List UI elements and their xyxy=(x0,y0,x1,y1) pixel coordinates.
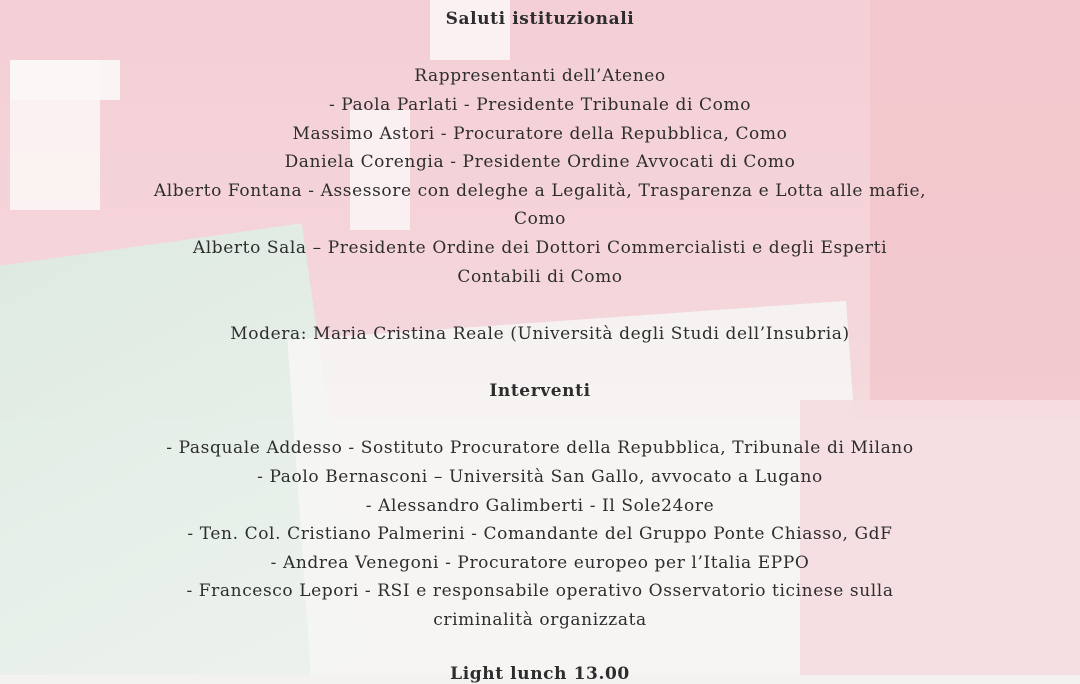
moderator-line: Modera: Maria Cristina Reale (Università degli Studi dell’Insubria) xyxy=(230,324,850,344)
saluti-line: Contabili di Como xyxy=(457,267,623,287)
saluti-line: Rappresentanti dell’Ateneo xyxy=(414,66,666,86)
interventi-line: - Ten. Col. Cristiano Palmerini - Comandante del Gruppo Ponte Chiasso, GdF xyxy=(187,524,893,544)
interventi-line: - Pasquale Addesso - Sostituto Procuratore della Repubblica, Tribunale di Milano xyxy=(166,438,914,458)
interventi-line: - Paolo Bernasconi – Università San Gallo, avvocato a Lugano xyxy=(257,467,823,487)
saluti-line: Massimo Astori - Procuratore della Repubblica, Como xyxy=(292,124,788,144)
saluti-line: - Paola Parlati - Presidente Tribunale di Como xyxy=(328,95,752,115)
interventi-heading: Interventi xyxy=(489,381,591,401)
saluti-line: Alberto Fontana - Assessore con deleghe a Legalità, Trasparenza e Lotta alle mafie, xyxy=(153,181,927,201)
saluti-heading: Saluti istituzionali xyxy=(445,9,635,29)
interventi-line: - Alessandro Galimberti - Il Sole24ore xyxy=(365,496,715,516)
interventi-line: - Francesco Lepori - RSI e responsabile operativo Osservatorio ticinese sulla xyxy=(186,581,894,601)
saluti-line: Alberto Sala – Presidente Ordine dei Dottori Commercialisti e degli Esperti xyxy=(192,238,888,258)
lunch-line: Light lunch 13.00 xyxy=(450,664,630,684)
interventi-line: criminalità organizzata xyxy=(433,610,647,630)
saluti-line: Como xyxy=(514,209,566,229)
saluti-line: Daniela Corengia - Presidente Ordine Avvocati di Como xyxy=(284,152,796,172)
interventi-line: - Andrea Venegoni - Procuratore europeo per l’Italia EPPO xyxy=(270,553,810,573)
